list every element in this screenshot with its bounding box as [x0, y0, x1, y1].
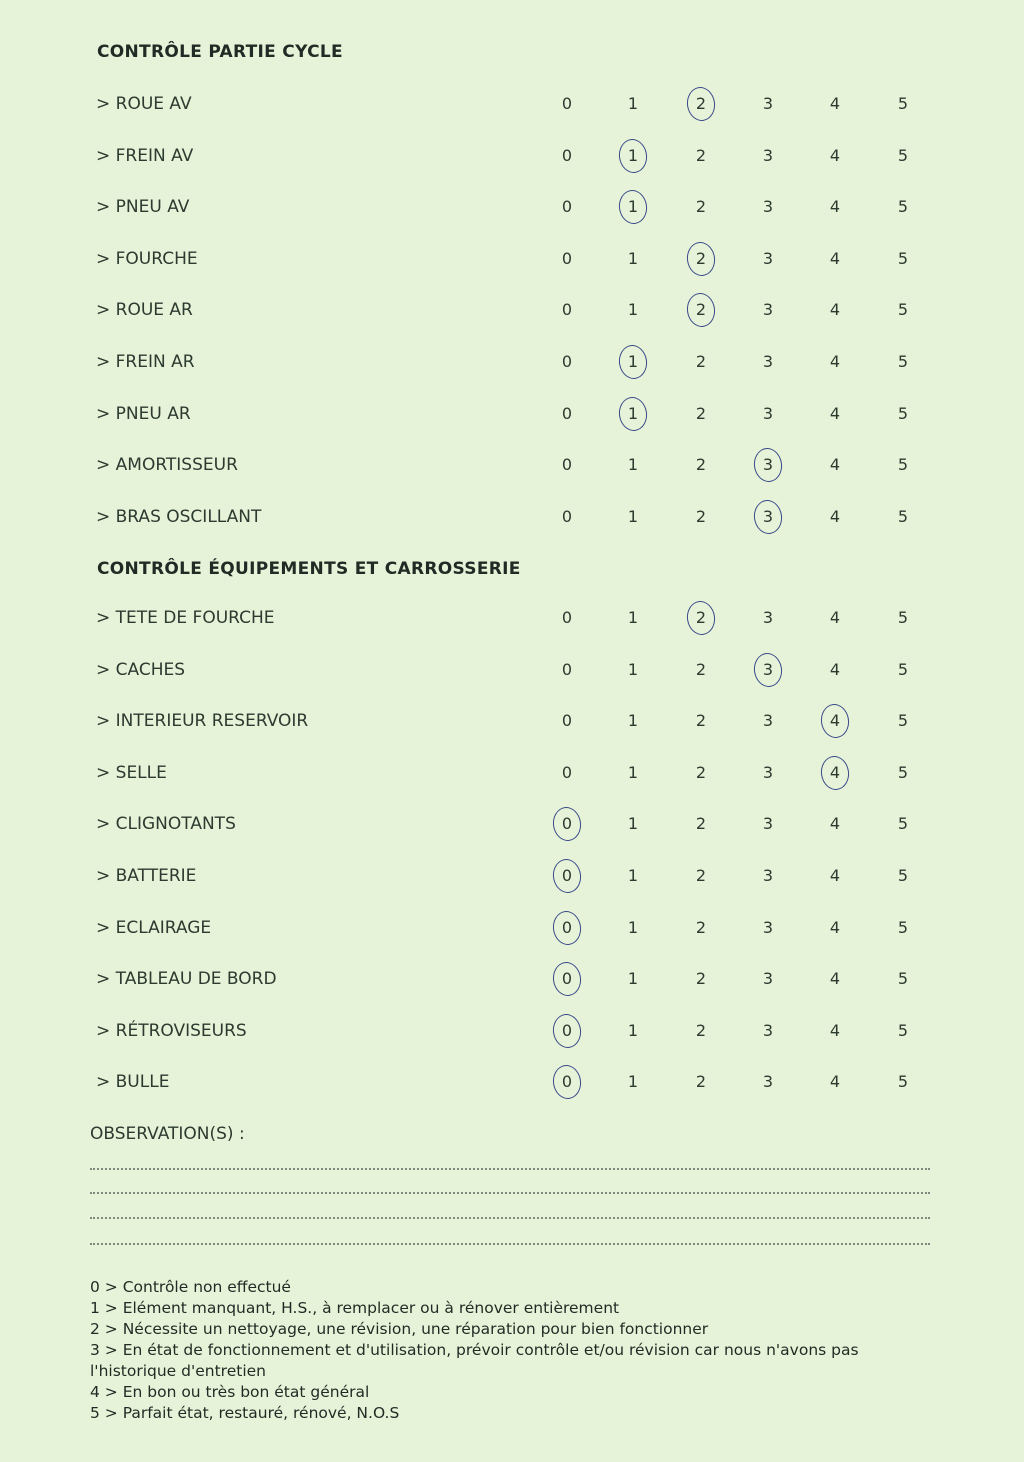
score-option-1[interactable]: 1 [627, 711, 639, 731]
score-option-2[interactable]: 2 [695, 917, 707, 937]
rating-row [0, 298, 1024, 328]
score-option-4[interactable]: 4 [829, 1072, 841, 1092]
rating-row [0, 864, 1024, 894]
rating-row [0, 761, 1024, 791]
score-option-1[interactable]: 1 [627, 94, 639, 113]
rating-row [0, 658, 1024, 688]
rating-row-label: > ROUE AR [96, 300, 193, 321]
score-option-4[interactable]: 4 [829, 917, 841, 937]
score-option-4[interactable]: 4 [829, 300, 841, 320]
score-option-0[interactable]: 0 [552, 969, 582, 988]
observations-title: OBSERVATION(S) : [90, 1124, 245, 1144]
score-option-0[interactable]: 0 [561, 506, 573, 526]
legend-item-0: 0 > Contrôle non effectué [90, 1278, 291, 1296]
rating-row-label: > ECLAIRAGE [96, 917, 212, 938]
rating-row [0, 350, 1024, 380]
legend-item-5: 5 > Parfait état, restauré, rénové, N.O.S [90, 1404, 400, 1422]
observation-line[interactable] [90, 1192, 930, 1194]
rating-row-label: > BRAS OSCILLANT [96, 506, 262, 527]
score-option-4[interactable]: 4 [829, 659, 841, 679]
score-option-5[interactable]: 5 [897, 969, 909, 989]
score-option-3[interactable]: 3 [762, 1072, 774, 1092]
score-option-5[interactable]: 5 [897, 608, 909, 627]
score-option-4[interactable]: 4 [829, 506, 841, 526]
score-option-4[interactable]: 4 [829, 94, 841, 113]
score-option-3[interactable]: 3 [762, 917, 774, 937]
rating-row-label: > PNEU AR [96, 403, 191, 424]
score-option-2[interactable]: 2 [695, 969, 707, 989]
rating-row-label: > FOURCHE [96, 248, 198, 269]
score-option-0[interactable]: 0 [561, 248, 573, 268]
score-option-1[interactable]: 1 [627, 659, 639, 679]
score-option-0[interactable]: 0 [561, 659, 573, 679]
score-option-4[interactable]: 4 [820, 711, 850, 730]
score-option-1[interactable]: 1 [627, 506, 639, 526]
rating-row [0, 709, 1024, 739]
score-option-0[interactable]: 0 [561, 711, 573, 731]
score-option-3[interactable]: 3 [762, 248, 774, 268]
score-option-0[interactable]: 0 [561, 608, 573, 627]
score-option-5[interactable]: 5 [897, 762, 909, 782]
score-option-2[interactable]: 2 [695, 506, 707, 526]
score-option-1[interactable]: 1 [618, 404, 648, 423]
score-option-5[interactable]: 5 [897, 300, 909, 320]
score-option-0[interactable]: 0 [561, 300, 573, 320]
score-option-2[interactable]: 2 [695, 762, 707, 782]
score-option-5[interactable]: 5 [897, 711, 909, 731]
score-option-5[interactable]: 5 [897, 197, 909, 217]
score-option-3[interactable]: 3 [762, 814, 774, 834]
score-option-4[interactable]: 4 [829, 969, 841, 989]
rating-row-label: > FREIN AV [96, 145, 194, 166]
legend-item-4: 4 > En bon ou très bon état général [90, 1383, 370, 1401]
rating-row-label: > SELLE [96, 762, 167, 783]
score-option-0[interactable]: 0 [552, 866, 582, 885]
score-option-1[interactable]: 1 [627, 814, 639, 834]
score-option-1[interactable]: 1 [627, 917, 639, 937]
legend-item-3: 3 > En état de fonctionnement et d'utilisation, prévoir contrôle et/ou révision car nous n'avons pas l'historique d'entretien [90, 1341, 859, 1380]
rating-row-label: > PNEU AV [96, 197, 190, 218]
score-option-0[interactable]: 0 [552, 1072, 582, 1091]
rating-row [0, 402, 1024, 432]
score-option-5[interactable]: 5 [897, 352, 909, 371]
score-option-5[interactable]: 5 [897, 455, 909, 475]
score-option-3[interactable]: 3 [762, 866, 774, 885]
score-option-5[interactable]: 5 [897, 1020, 909, 1040]
score-option-2[interactable]: 2 [686, 608, 716, 627]
rating-row [0, 967, 1024, 997]
score-option-3[interactable]: 3 [762, 403, 774, 423]
rating-row-label: > TETE DE FOURCHE [96, 608, 275, 628]
score-option-4[interactable]: 4 [829, 1020, 841, 1040]
score-option-2[interactable]: 2 [695, 659, 707, 679]
score-option-0[interactable]: 0 [552, 1021, 582, 1040]
score-option-2[interactable]: 2 [695, 197, 707, 217]
score-option-3[interactable]: 3 [753, 507, 783, 526]
score-option-0[interactable]: 0 [561, 455, 573, 475]
score-option-0[interactable]: 0 [561, 94, 573, 113]
score-option-5[interactable]: 5 [897, 866, 909, 885]
rating-row [0, 812, 1024, 842]
rating-row-label: > TABLEAU DE BORD [96, 969, 277, 990]
legend-item-2: 2 > Nécessite un nettoyage, une révision, une réparation pour bien fonctionner [90, 1320, 709, 1338]
score-option-4[interactable]: 4 [829, 608, 841, 627]
score-option-1[interactable]: 1 [618, 197, 648, 216]
section-title-cycle: CONTRÔLE PARTIE CYCLE [97, 42, 343, 62]
rating-row [0, 92, 1024, 122]
score-option-3[interactable]: 3 [762, 94, 774, 113]
rating-row [0, 606, 1024, 636]
score-option-4[interactable]: 4 [829, 145, 841, 165]
rating-row [0, 1019, 1024, 1049]
legend-item-1: 1 > Elément manquant, H.S., à remplacer ou à rénover entièrement [90, 1299, 620, 1317]
score-option-2[interactable]: 2 [695, 455, 707, 475]
score-option-0[interactable]: 0 [561, 197, 573, 217]
score-option-5[interactable]: 5 [897, 94, 909, 113]
score-option-1[interactable]: 1 [627, 1020, 639, 1040]
rating-row [0, 1070, 1024, 1100]
score-option-4[interactable]: 4 [829, 352, 841, 371]
score-option-3[interactable]: 3 [753, 455, 783, 474]
score-option-1[interactable]: 1 [627, 608, 639, 627]
score-option-4[interactable]: 4 [820, 763, 850, 782]
rating-row [0, 505, 1024, 535]
score-option-2[interactable]: 2 [686, 249, 716, 268]
score-option-1[interactable]: 1 [627, 455, 639, 475]
score-option-5[interactable]: 5 [897, 145, 909, 165]
rating-row-label: > BATTERIE [96, 866, 197, 886]
score-option-3[interactable]: 3 [762, 608, 774, 627]
rating-row-label: > RÉTROVISEURS [96, 1020, 247, 1041]
rating-row-label: > CLIGNOTANTS [96, 814, 236, 835]
score-option-3[interactable]: 3 [762, 145, 774, 165]
rating-row-label: > FREIN AR [96, 352, 195, 372]
score-option-1[interactable]: 1 [627, 248, 639, 268]
score-option-5[interactable]: 5 [897, 506, 909, 526]
score-option-2[interactable]: 2 [695, 145, 707, 165]
score-option-2[interactable]: 2 [686, 94, 716, 113]
score-option-3[interactable]: 3 [762, 197, 774, 217]
score-option-2[interactable]: 2 [695, 352, 707, 371]
score-option-1[interactable]: 1 [627, 866, 639, 885]
score-option-0[interactable]: 0 [552, 814, 582, 833]
score-option-3[interactable]: 3 [762, 711, 774, 731]
score-option-2[interactable]: 2 [695, 403, 707, 423]
score-option-0[interactable]: 0 [561, 352, 573, 371]
score-option-1[interactable]: 1 [627, 762, 639, 782]
score-option-1[interactable]: 1 [627, 969, 639, 989]
rating-row [0, 453, 1024, 483]
score-option-3[interactable]: 3 [753, 660, 783, 679]
rating-row [0, 916, 1024, 946]
observation-line[interactable] [90, 1217, 930, 1219]
score-option-5[interactable]: 5 [897, 917, 909, 937]
score-option-5[interactable]: 5 [897, 814, 909, 834]
score-option-3[interactable]: 3 [762, 300, 774, 320]
rating-row-label: > BULLE [96, 1072, 170, 1093]
score-option-4[interactable]: 4 [829, 248, 841, 268]
score-option-4[interactable]: 4 [829, 814, 841, 834]
score-option-4[interactable]: 4 [829, 197, 841, 217]
rating-row-label: > INTERIEUR RESERVOIR [96, 711, 309, 732]
score-option-5[interactable]: 5 [897, 659, 909, 679]
score-option-2[interactable]: 2 [695, 866, 707, 885]
rating-row [0, 144, 1024, 174]
score-option-2[interactable]: 2 [695, 814, 707, 834]
score-option-2[interactable]: 2 [695, 711, 707, 731]
score-option-1[interactable]: 1 [627, 300, 639, 320]
observation-line[interactable] [90, 1168, 930, 1170]
score-option-0[interactable]: 0 [561, 762, 573, 782]
score-option-0[interactable]: 0 [561, 145, 573, 165]
rating-row [0, 247, 1024, 277]
score-option-0[interactable]: 0 [552, 918, 582, 937]
score-option-3[interactable]: 3 [762, 1020, 774, 1040]
score-option-2[interactable]: 2 [695, 1020, 707, 1040]
score-option-3[interactable]: 3 [762, 969, 774, 989]
observation-line[interactable] [90, 1243, 930, 1245]
rating-row-label: > CACHES [96, 659, 186, 680]
score-option-3[interactable]: 3 [762, 352, 774, 371]
rating-row [0, 195, 1024, 225]
score-option-0[interactable]: 0 [561, 403, 573, 423]
score-option-2[interactable]: 2 [695, 1072, 707, 1092]
score-option-3[interactable]: 3 [762, 762, 774, 782]
section-title-equipment: CONTRÔLE ÉQUIPEMENTS ET CARROSSERIE [97, 559, 521, 579]
score-option-5[interactable]: 5 [897, 1072, 909, 1092]
score-legend [90, 1277, 920, 1424]
score-option-1[interactable]: 1 [627, 1072, 639, 1092]
score-option-4[interactable]: 4 [829, 455, 841, 475]
score-option-4[interactable]: 4 [829, 866, 841, 885]
score-option-1[interactable]: 1 [618, 352, 648, 371]
rating-row-label: > AMORTISSEUR [96, 455, 238, 476]
score-option-1[interactable]: 1 [618, 146, 648, 165]
score-option-5[interactable]: 5 [897, 248, 909, 268]
score-option-4[interactable]: 4 [829, 403, 841, 423]
score-option-2[interactable]: 2 [686, 300, 716, 319]
score-option-5[interactable]: 5 [897, 403, 909, 423]
rating-row-label: > ROUE AV [96, 94, 192, 114]
